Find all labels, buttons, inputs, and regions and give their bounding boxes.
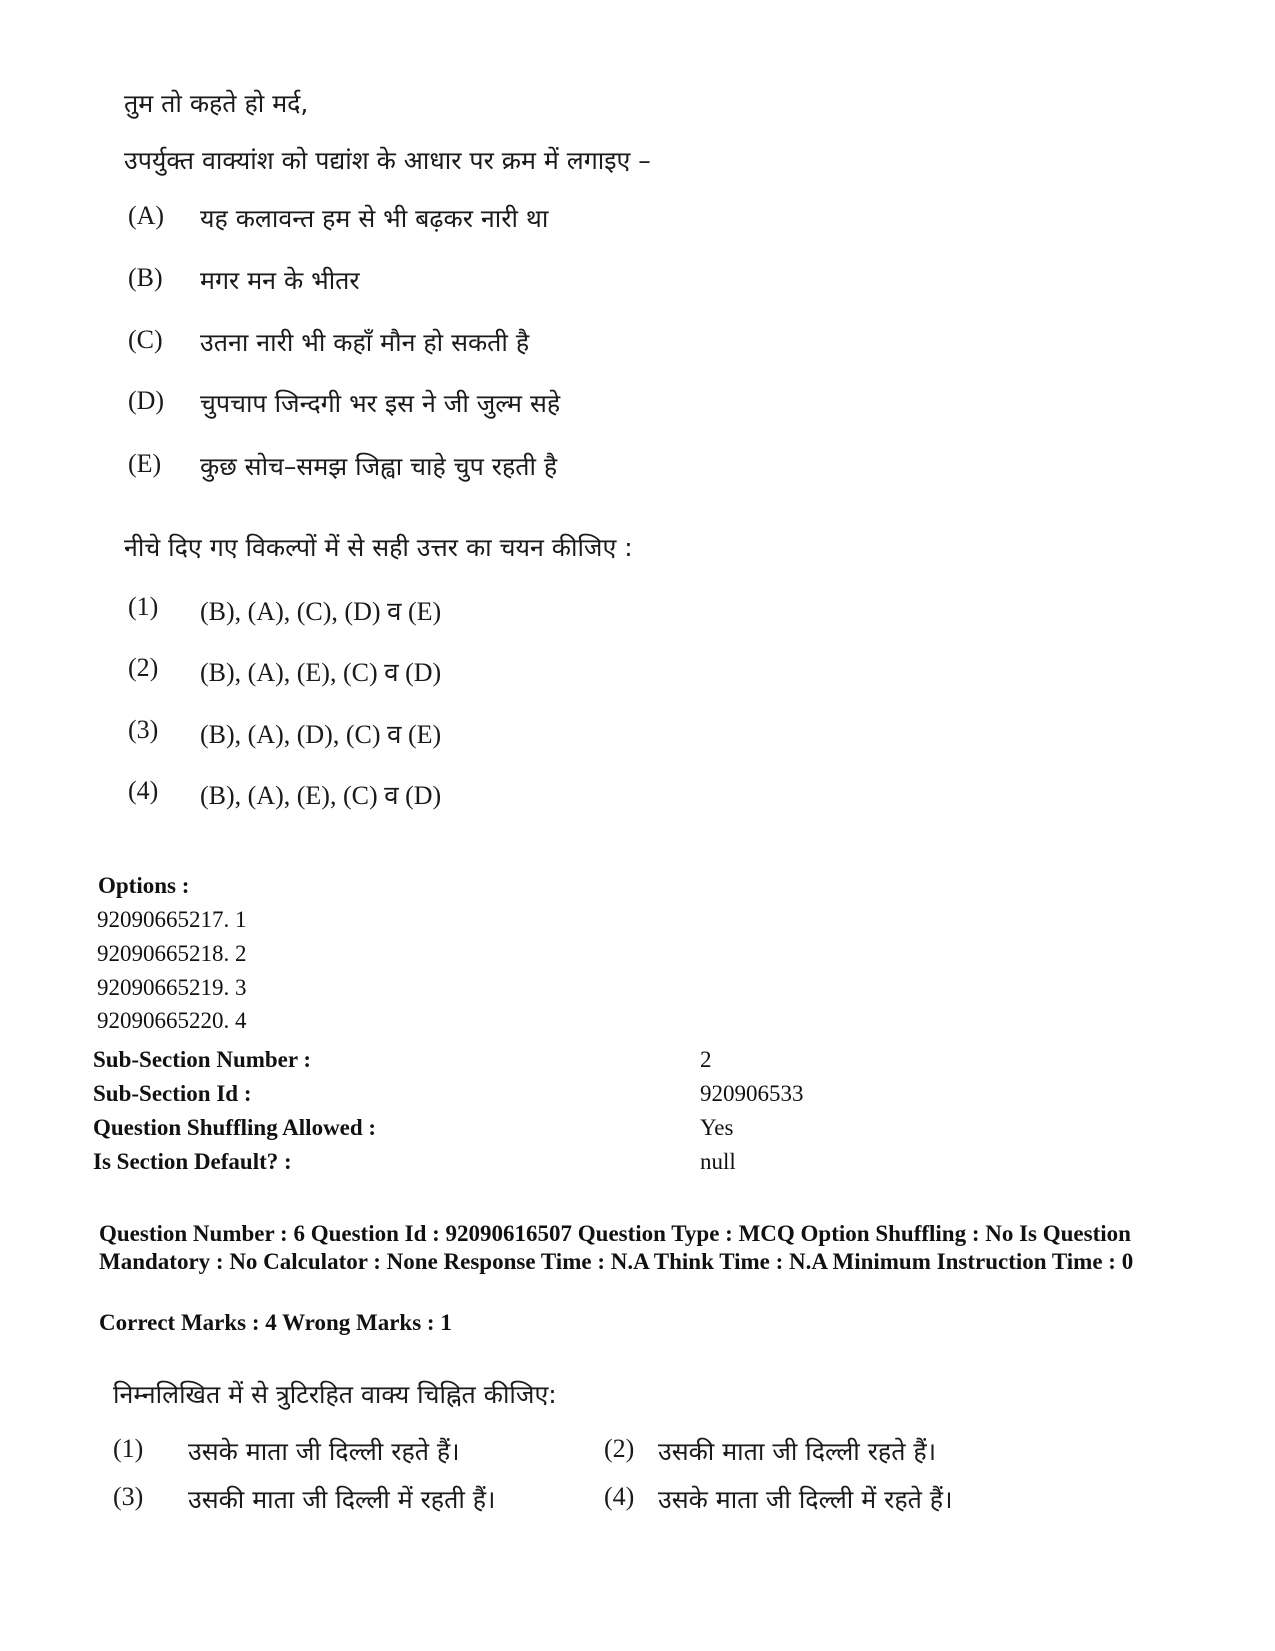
choice-text: उसके माता जी दिल्ली रहते हैं।: [188, 1437, 460, 1466]
choice-label: (4): [128, 776, 159, 805]
choice-label: (3): [113, 1482, 144, 1511]
choice-text: उसके माता जी दिल्ली में रहते हैं।: [658, 1485, 953, 1514]
subsection-label: Sub-Section Id :: [93, 1081, 252, 1106]
item-text: यह कलावन्त हम से भी बढ़कर नारी था: [200, 204, 549, 233]
choice-label: (2): [604, 1434, 635, 1463]
choice-label: (1): [113, 1434, 144, 1463]
subsection-label: Question Shuffling Allowed :: [93, 1115, 377, 1140]
item-text: मगर मन के भीतर: [200, 266, 360, 295]
options-heading: Options :: [98, 873, 190, 898]
question-marks: Correct Marks : 4 Wrong Marks : 1: [99, 1310, 452, 1335]
choice-text: उसकी माता जी दिल्ली रहते हैं।: [658, 1437, 937, 1466]
choice-label: (3): [128, 715, 159, 744]
item-label: (D): [128, 386, 165, 415]
choice-text: (B), (A), (C), (D) व (E): [200, 597, 442, 626]
item-text: कुछ सोच–समझ जिह्वा चाहे चुप रहती है: [200, 452, 558, 481]
choice-text: (B), (A), (E), (C) व (D): [200, 781, 442, 810]
question-header: Question Number : 6 Question Id : 92090616507 Question Type : MCQ Option Shuffling : No Is Question Mandatory : No Calculator : None Response Time : N.A Think Time : N.A Minimum Instruction Time : 0: [99, 1221, 1134, 1274]
item-text: उतना नारी भी कहाँ मौन हो सकती है: [200, 328, 530, 357]
subsection-label: Is Section Default? :: [93, 1149, 292, 1174]
choice-text: उसकी माता जी दिल्ली में रहती हैं।: [188, 1485, 496, 1514]
choice-text: (B), (A), (D), (C) व (E): [200, 720, 442, 749]
choose-instruction: नीचे दिए गए विकल्पों में से सही उत्तर का चयन कीजिए :: [124, 533, 633, 562]
option-id: 92090665218. 2: [97, 941, 247, 966]
question-stem-line: तुम तो कहते हो मर्द,: [124, 89, 309, 118]
choice-text: (B), (A), (E), (C) व (D): [200, 658, 442, 687]
subsection-label: Sub-Section Number :: [93, 1047, 312, 1072]
item-label: (E): [128, 449, 162, 478]
option-id: 92090665217. 1: [97, 907, 247, 932]
item-text: चुपचाप जिन्दगी भर इस ने जी जुल्म सहे: [200, 389, 561, 418]
question-stem: निम्नलिखित में से त्रुटिरहित वाक्य चिह्नित कीजिए:: [113, 1380, 557, 1409]
item-label: (C): [128, 325, 163, 354]
question-instruction: उपर्युक्त वाक्यांश को पद्यांश के आधार पर क्रम में लगाइए –: [124, 146, 651, 175]
subsection-value: null: [700, 1149, 736, 1174]
subsection-value: Yes: [700, 1115, 734, 1140]
subsection-value: 2: [700, 1047, 712, 1072]
item-label: (B): [128, 263, 163, 292]
option-id: 92090665220. 4: [97, 1008, 247, 1033]
choice-label: (4): [604, 1482, 635, 1511]
choice-label: (2): [128, 653, 159, 682]
option-id: 92090665219. 3: [97, 975, 247, 1000]
item-label: (A): [128, 201, 165, 230]
subsection-value: 920906533: [700, 1081, 804, 1106]
choice-label: (1): [128, 592, 159, 621]
